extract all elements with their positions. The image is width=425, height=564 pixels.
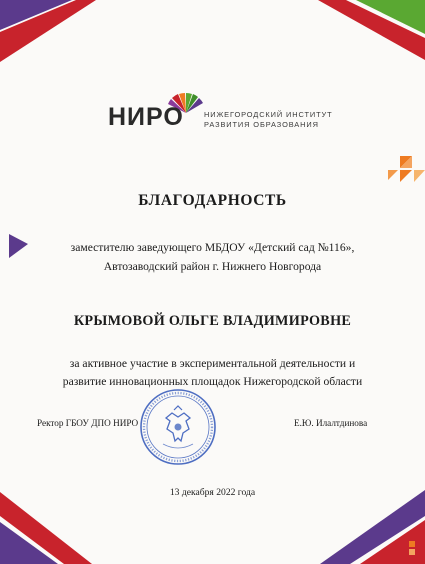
logo-wordmark: НИРО bbox=[108, 103, 184, 131]
reason-line-2: развитие инновационных площадок Нижегородской области bbox=[62, 375, 363, 388]
orange-tile-5 bbox=[388, 170, 398, 180]
recipient-location: Автозаводский район г. Нижнего Новгорода bbox=[103, 260, 322, 273]
niro-logo bbox=[108, 92, 338, 136]
reason-line-1: за активное участие в экспериментальной деятельности и bbox=[69, 357, 356, 370]
official-stamp-icon bbox=[139, 388, 217, 466]
signer-title: Ректор ГБОУ ДПО НИРО bbox=[37, 418, 139, 428]
recipient-name: КРЫМОВОЙ ОЛЬГЕ ВЛАДИМИРОВНЕ bbox=[73, 313, 352, 329]
orange-square-small bbox=[409, 541, 415, 547]
logo-subtitle-line2: РАЗВИТИЯ ОБРАЗОВАНИЯ bbox=[204, 120, 319, 129]
orange-tile-4 bbox=[414, 170, 425, 182]
certificate-title: БЛАГОДАРНОСТЬ bbox=[138, 192, 287, 209]
recipient-position: заместителю заведующего МБДОУ «Детский сад №116», bbox=[70, 241, 355, 254]
certificate-date: 13 декабря 2022 года bbox=[169, 487, 256, 498]
logo-subtitle-line1: НИЖЕГОРОДСКИЙ ИНСТИТУТ bbox=[204, 110, 333, 119]
orange-tile-3 bbox=[400, 170, 412, 182]
signer-name: Е.Ю. Илалтдинова bbox=[294, 418, 368, 428]
logo-subtitle bbox=[204, 110, 333, 130]
orange-square-small-2 bbox=[409, 549, 415, 555]
